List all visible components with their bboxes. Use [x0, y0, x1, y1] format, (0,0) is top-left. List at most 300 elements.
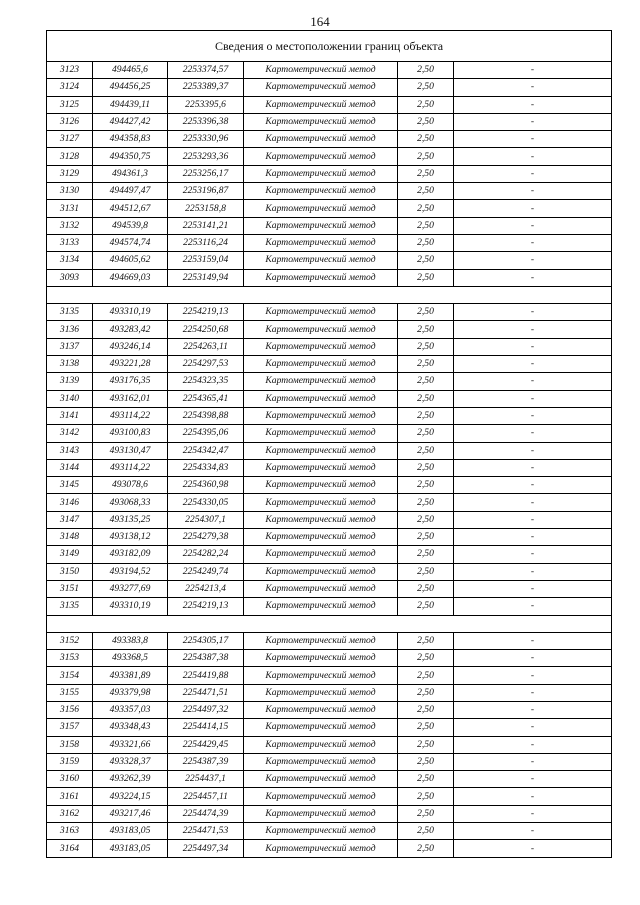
y-coordinate-cell: 2254497,34 [168, 840, 244, 857]
accuracy-cell: 2,50 [398, 529, 454, 546]
accuracy-cell: 2,50 [398, 148, 454, 165]
table-row [47, 771, 612, 788]
table-row [47, 390, 612, 407]
y-coordinate-cell: 2254437,1 [168, 771, 244, 788]
method-cell: Картометрический метод [244, 667, 398, 684]
x-coordinate-cell: 494427,42 [93, 113, 168, 130]
table-row [47, 529, 612, 546]
description-cell: - [454, 62, 612, 79]
group-separator-row [47, 615, 612, 632]
x-coordinate-cell: 493135,25 [93, 511, 168, 528]
method-cell: Картометрический метод [244, 494, 398, 511]
point-number-cell: 3126 [47, 113, 93, 130]
point-number-cell: 3140 [47, 390, 93, 407]
description-cell: - [454, 719, 612, 736]
description-cell: - [454, 304, 612, 321]
x-coordinate-cell: 494605,62 [93, 252, 168, 269]
point-number-cell: 3156 [47, 701, 93, 718]
table-row [47, 165, 612, 182]
x-coordinate-cell: 494512,67 [93, 200, 168, 217]
y-coordinate-cell: 2253256,17 [168, 165, 244, 182]
method-cell: Картометрический метод [244, 407, 398, 424]
method-cell: Картометрический метод [244, 269, 398, 286]
y-coordinate-cell: 2254414,15 [168, 719, 244, 736]
description-cell: - [454, 165, 612, 182]
table-row [47, 252, 612, 269]
y-coordinate-cell: 2254279,38 [168, 529, 244, 546]
table-row [47, 823, 612, 840]
point-number-cell: 3151 [47, 580, 93, 597]
description-cell: - [454, 425, 612, 442]
y-coordinate-cell: 2254419,88 [168, 667, 244, 684]
description-cell: - [454, 546, 612, 563]
table-row [47, 373, 612, 390]
x-coordinate-cell: 493114,22 [93, 459, 168, 476]
accuracy-cell: 2,50 [398, 165, 454, 182]
x-coordinate-cell: 493310,19 [93, 304, 168, 321]
description-cell: - [454, 252, 612, 269]
y-coordinate-cell: 2254307,1 [168, 511, 244, 528]
table-row [47, 321, 612, 338]
point-number-cell: 3155 [47, 684, 93, 701]
accuracy-cell: 2,50 [398, 269, 454, 286]
method-cell: Картометрический метод [244, 823, 398, 840]
point-number-cell: 3138 [47, 356, 93, 373]
method-cell: Картометрический метод [244, 425, 398, 442]
point-number-cell: 3135 [47, 304, 93, 321]
description-cell: - [454, 321, 612, 338]
table-row [47, 546, 612, 563]
description-cell: - [454, 79, 612, 96]
accuracy-cell: 2,50 [398, 200, 454, 217]
y-coordinate-cell: 2253158,8 [168, 200, 244, 217]
point-number-cell: 3152 [47, 632, 93, 649]
table-row [47, 459, 612, 476]
accuracy-cell: 2,50 [398, 511, 454, 528]
y-coordinate-cell: 2254395,06 [168, 425, 244, 442]
table-row [47, 131, 612, 148]
y-coordinate-cell: 2253159,04 [168, 252, 244, 269]
method-cell: Картометрический метод [244, 252, 398, 269]
accuracy-cell: 2,50 [398, 96, 454, 113]
accuracy-cell: 2,50 [398, 79, 454, 96]
method-cell: Картометрический метод [244, 753, 398, 770]
point-number-cell: 3153 [47, 650, 93, 667]
x-coordinate-cell: 494497,47 [93, 183, 168, 200]
method-cell: Картометрический метод [244, 96, 398, 113]
x-coordinate-cell: 493310,19 [93, 598, 168, 615]
accuracy-cell: 2,50 [398, 494, 454, 511]
y-coordinate-cell: 2254360,98 [168, 477, 244, 494]
x-coordinate-cell: 493183,05 [93, 840, 168, 857]
method-cell: Картометрический метод [244, 217, 398, 234]
accuracy-cell: 2,50 [398, 598, 454, 615]
point-number-cell: 3141 [47, 407, 93, 424]
method-cell: Картометрический метод [244, 321, 398, 338]
x-coordinate-cell: 494439,11 [93, 96, 168, 113]
group-separator [47, 615, 612, 632]
method-cell: Картометрический метод [244, 529, 398, 546]
accuracy-cell: 2,50 [398, 684, 454, 701]
description-cell: - [454, 338, 612, 355]
method-cell: Картометрический метод [244, 632, 398, 649]
y-coordinate-cell: 2253330,96 [168, 131, 244, 148]
y-coordinate-cell: 2254387,38 [168, 650, 244, 667]
table-row [47, 650, 612, 667]
table-row [47, 200, 612, 217]
method-cell: Картометрический метод [244, 79, 398, 96]
table-row [47, 563, 612, 580]
x-coordinate-cell: 493283,42 [93, 321, 168, 338]
x-coordinate-cell: 493138,12 [93, 529, 168, 546]
method-cell: Картометрический метод [244, 356, 398, 373]
y-coordinate-cell: 2254474,39 [168, 805, 244, 822]
description-cell: - [454, 598, 612, 615]
y-coordinate-cell: 2254457,11 [168, 788, 244, 805]
method-cell: Картометрический метод [244, 373, 398, 390]
description-cell: - [454, 840, 612, 857]
y-coordinate-cell: 2254398,88 [168, 407, 244, 424]
accuracy-cell: 2,50 [398, 840, 454, 857]
description-cell: - [454, 632, 612, 649]
description-cell: - [454, 183, 612, 200]
method-cell: Картометрический метод [244, 131, 398, 148]
y-coordinate-cell: 2254342,47 [168, 442, 244, 459]
description-cell: - [454, 217, 612, 234]
description-cell: - [454, 529, 612, 546]
description-cell: - [454, 650, 612, 667]
method-cell: Картометрический метод [244, 338, 398, 355]
point-number-cell: 3154 [47, 667, 93, 684]
accuracy-cell: 2,50 [398, 304, 454, 321]
point-number-cell: 3150 [47, 563, 93, 580]
point-number-cell: 3160 [47, 771, 93, 788]
table-row [47, 148, 612, 165]
description-cell: - [454, 701, 612, 718]
x-coordinate-cell: 493381,89 [93, 667, 168, 684]
table-row [47, 62, 612, 79]
point-number-cell: 3125 [47, 96, 93, 113]
description-cell: - [454, 494, 612, 511]
table-row [47, 477, 612, 494]
method-cell: Картометрический метод [244, 805, 398, 822]
y-coordinate-cell: 2254471,53 [168, 823, 244, 840]
method-cell: Картометрический метод [244, 701, 398, 718]
description-cell: - [454, 736, 612, 753]
x-coordinate-cell: 493328,37 [93, 753, 168, 770]
x-coordinate-cell: 494350,75 [93, 148, 168, 165]
table-row [47, 684, 612, 701]
table-row [47, 269, 612, 286]
x-coordinate-cell: 493182,09 [93, 546, 168, 563]
accuracy-cell: 2,50 [398, 113, 454, 130]
point-number-cell: 3161 [47, 788, 93, 805]
accuracy-cell: 2,50 [398, 701, 454, 718]
point-number-cell: 3147 [47, 511, 93, 528]
x-coordinate-cell: 494465,6 [93, 62, 168, 79]
method-cell: Картометрический метод [244, 580, 398, 597]
point-number-cell: 3146 [47, 494, 93, 511]
y-coordinate-cell: 2254219,13 [168, 304, 244, 321]
method-cell: Картометрический метод [244, 390, 398, 407]
accuracy-cell: 2,50 [398, 477, 454, 494]
x-coordinate-cell: 493221,28 [93, 356, 168, 373]
accuracy-cell: 2,50 [398, 62, 454, 79]
table-row [47, 217, 612, 234]
accuracy-cell: 2,50 [398, 390, 454, 407]
description-cell: - [454, 667, 612, 684]
table-title-row [47, 31, 612, 62]
accuracy-cell: 2,50 [398, 217, 454, 234]
accuracy-cell: 2,50 [398, 183, 454, 200]
table-row [47, 667, 612, 684]
table-row [47, 840, 612, 857]
point-number-cell: 3158 [47, 736, 93, 753]
x-coordinate-cell: 494669,03 [93, 269, 168, 286]
description-cell: - [454, 580, 612, 597]
x-coordinate-cell: 493277,69 [93, 580, 168, 597]
y-coordinate-cell: 2254213,4 [168, 580, 244, 597]
x-coordinate-cell: 493114,22 [93, 407, 168, 424]
description-cell: - [454, 113, 612, 130]
accuracy-cell: 2,50 [398, 131, 454, 148]
accuracy-cell: 2,50 [398, 407, 454, 424]
y-coordinate-cell: 2254263,11 [168, 338, 244, 355]
point-number-cell: 3128 [47, 148, 93, 165]
y-coordinate-cell: 2254305,17 [168, 632, 244, 649]
table-row [47, 304, 612, 321]
description-cell: - [454, 459, 612, 476]
accuracy-cell: 2,50 [398, 252, 454, 269]
y-coordinate-cell: 2254219,13 [168, 598, 244, 615]
group-separator [47, 286, 612, 303]
table-row [47, 338, 612, 355]
description-cell: - [454, 131, 612, 148]
accuracy-cell: 2,50 [398, 580, 454, 597]
y-coordinate-cell: 2254429,45 [168, 736, 244, 753]
point-number-cell: 3135 [47, 598, 93, 615]
y-coordinate-cell: 2253389,37 [168, 79, 244, 96]
point-number-cell: 3144 [47, 459, 93, 476]
table-row [47, 788, 612, 805]
point-number-cell: 3159 [47, 753, 93, 770]
x-coordinate-cell: 493217,46 [93, 805, 168, 822]
accuracy-cell: 2,50 [398, 442, 454, 459]
table-row [47, 113, 612, 130]
y-coordinate-cell: 2254387,39 [168, 753, 244, 770]
point-number-cell: 3145 [47, 477, 93, 494]
accuracy-cell: 2,50 [398, 667, 454, 684]
accuracy-cell: 2,50 [398, 771, 454, 788]
point-number-cell: 3129 [47, 165, 93, 182]
accuracy-cell: 2,50 [398, 805, 454, 822]
point-number-cell: 3093 [47, 269, 93, 286]
y-coordinate-cell: 2254297,53 [168, 356, 244, 373]
y-coordinate-cell: 2253149,94 [168, 269, 244, 286]
x-coordinate-cell: 493348,43 [93, 719, 168, 736]
accuracy-cell: 2,50 [398, 788, 454, 805]
y-coordinate-cell: 2254282,24 [168, 546, 244, 563]
x-coordinate-cell: 493262,39 [93, 771, 168, 788]
table-row [47, 736, 612, 753]
method-cell: Картометрический метод [244, 511, 398, 528]
description-cell: - [454, 511, 612, 528]
description-cell: - [454, 373, 612, 390]
accuracy-cell: 2,50 [398, 356, 454, 373]
y-coordinate-cell: 2253396,38 [168, 113, 244, 130]
x-coordinate-cell: 493379,98 [93, 684, 168, 701]
accuracy-cell: 2,50 [398, 632, 454, 649]
description-cell: - [454, 684, 612, 701]
point-number-cell: 3130 [47, 183, 93, 200]
method-cell: Картометрический метод [244, 477, 398, 494]
accuracy-cell: 2,50 [398, 546, 454, 563]
accuracy-cell: 2,50 [398, 338, 454, 355]
point-number-cell: 3162 [47, 805, 93, 822]
y-coordinate-cell: 2253395,6 [168, 96, 244, 113]
description-cell: - [454, 200, 612, 217]
description-cell: - [454, 753, 612, 770]
x-coordinate-cell: 493383,8 [93, 632, 168, 649]
y-coordinate-cell: 2254250,68 [168, 321, 244, 338]
table-row [47, 753, 612, 770]
x-coordinate-cell: 493246,14 [93, 338, 168, 355]
y-coordinate-cell: 2254330,05 [168, 494, 244, 511]
x-coordinate-cell: 494361,3 [93, 165, 168, 182]
accuracy-cell: 2,50 [398, 563, 454, 580]
point-number-cell: 3163 [47, 823, 93, 840]
method-cell: Картометрический метод [244, 148, 398, 165]
y-coordinate-cell: 2253293,36 [168, 148, 244, 165]
method-cell: Картометрический метод [244, 563, 398, 580]
point-number-cell: 3124 [47, 79, 93, 96]
table-row [47, 425, 612, 442]
description-cell: - [454, 96, 612, 113]
point-number-cell: 3164 [47, 840, 93, 857]
method-cell: Картометрический метод [244, 113, 398, 130]
method-cell: Картометрический метод [244, 771, 398, 788]
description-cell: - [454, 356, 612, 373]
table-row [47, 494, 612, 511]
x-coordinate-cell: 493068,33 [93, 494, 168, 511]
description-cell: - [454, 407, 612, 424]
y-coordinate-cell: 2254497,32 [168, 701, 244, 718]
point-number-cell: 3139 [47, 373, 93, 390]
description-cell: - [454, 390, 612, 407]
point-number-cell: 3127 [47, 131, 93, 148]
x-coordinate-cell: 493194,52 [93, 563, 168, 580]
description-cell: - [454, 269, 612, 286]
table-title: Сведения о местоположении границ объекта [47, 31, 612, 62]
accuracy-cell: 2,50 [398, 234, 454, 251]
x-coordinate-cell: 494539,8 [93, 217, 168, 234]
point-number-cell: 3143 [47, 442, 93, 459]
table-row [47, 701, 612, 718]
method-cell: Картометрический метод [244, 719, 398, 736]
method-cell: Картометрический метод [244, 442, 398, 459]
x-coordinate-cell: 493162,01 [93, 390, 168, 407]
y-coordinate-cell: 2253116,24 [168, 234, 244, 251]
y-coordinate-cell: 2253141,21 [168, 217, 244, 234]
point-number-cell: 3131 [47, 200, 93, 217]
table-row [47, 580, 612, 597]
x-coordinate-cell: 493078,6 [93, 477, 168, 494]
description-cell: - [454, 234, 612, 251]
point-number-cell: 3136 [47, 321, 93, 338]
point-number-cell: 3157 [47, 719, 93, 736]
x-coordinate-cell: 493183,05 [93, 823, 168, 840]
x-coordinate-cell: 493100,83 [93, 425, 168, 442]
accuracy-cell: 2,50 [398, 719, 454, 736]
method-cell: Картометрический метод [244, 200, 398, 217]
table-row [47, 442, 612, 459]
table-row [47, 183, 612, 200]
accuracy-cell: 2,50 [398, 823, 454, 840]
accuracy-cell: 2,50 [398, 459, 454, 476]
x-coordinate-cell: 494358,83 [93, 131, 168, 148]
x-coordinate-cell: 494574,74 [93, 234, 168, 251]
page-number: 164 [310, 14, 330, 29]
method-cell: Картометрический метод [244, 183, 398, 200]
table-row [47, 598, 612, 615]
method-cell: Картометрический метод [244, 684, 398, 701]
table-row [47, 719, 612, 736]
method-cell: Картометрический метод [244, 234, 398, 251]
y-coordinate-cell: 2254365,41 [168, 390, 244, 407]
table-row [47, 407, 612, 424]
table-row [47, 356, 612, 373]
accuracy-cell: 2,50 [398, 650, 454, 667]
table-row [47, 79, 612, 96]
method-cell: Картометрический метод [244, 650, 398, 667]
accuracy-cell: 2,50 [398, 736, 454, 753]
accuracy-cell: 2,50 [398, 373, 454, 390]
group-separator-row [47, 286, 612, 303]
accuracy-cell: 2,50 [398, 425, 454, 442]
table-row [47, 632, 612, 649]
method-cell: Картометрический метод [244, 165, 398, 182]
x-coordinate-cell: 493176,35 [93, 373, 168, 390]
accuracy-cell: 2,50 [398, 753, 454, 770]
x-coordinate-cell: 493357,03 [93, 701, 168, 718]
y-coordinate-cell: 2254334,83 [168, 459, 244, 476]
description-cell: - [454, 805, 612, 822]
method-cell: Картометрический метод [244, 598, 398, 615]
description-cell: - [454, 477, 612, 494]
point-number-cell: 3132 [47, 217, 93, 234]
x-coordinate-cell: 494456,25 [93, 79, 168, 96]
description-cell: - [454, 771, 612, 788]
method-cell: Картометрический метод [244, 62, 398, 79]
method-cell: Картометрический метод [244, 736, 398, 753]
method-cell: Картометрический метод [244, 840, 398, 857]
point-number-cell: 3148 [47, 529, 93, 546]
description-cell: - [454, 442, 612, 459]
method-cell: Картометрический метод [244, 546, 398, 563]
point-number-cell: 3137 [47, 338, 93, 355]
accuracy-cell: 2,50 [398, 321, 454, 338]
table-body [47, 31, 612, 858]
description-cell: - [454, 148, 612, 165]
description-cell: - [454, 788, 612, 805]
x-coordinate-cell: 493368,5 [93, 650, 168, 667]
y-coordinate-cell: 2254471,51 [168, 684, 244, 701]
method-cell: Картометрический метод [244, 304, 398, 321]
y-coordinate-cell: 2254323,35 [168, 373, 244, 390]
y-coordinate-cell: 2254249,74 [168, 563, 244, 580]
table-row [47, 805, 612, 822]
x-coordinate-cell: 493130,47 [93, 442, 168, 459]
